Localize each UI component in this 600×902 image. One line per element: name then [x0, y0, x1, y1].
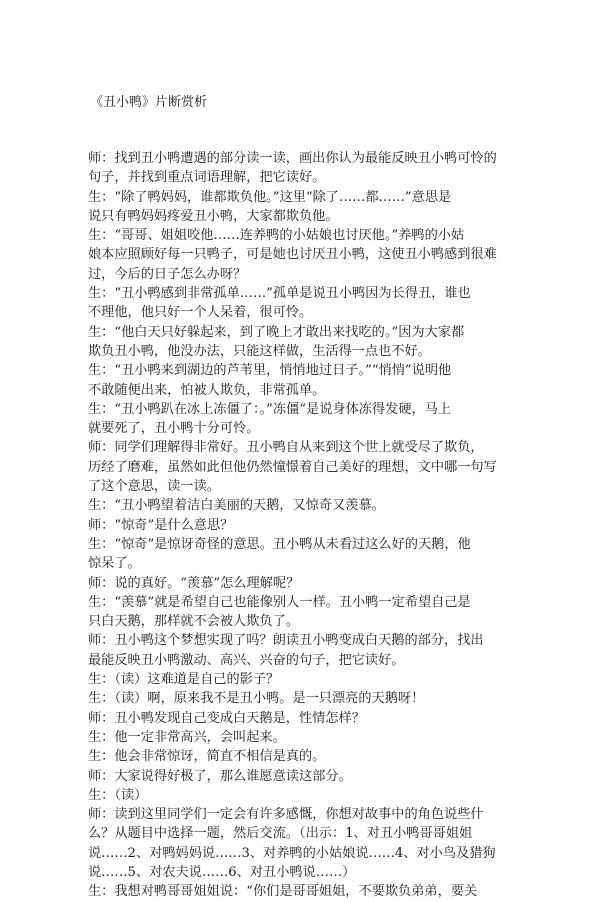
text-line: 生：他一定非常高兴，会叫起来。	[88, 729, 286, 745]
text-line: 句子，并找到重点词语理解，把它读好。	[88, 170, 326, 186]
text-line: 只白天鹅，那样就不会被人欺负了。	[88, 614, 299, 630]
text-line: 欺负丑小鸭，他没办法，只能这样做，生活得一点也不好。	[88, 343, 431, 359]
text-line: 师：“惊奇”是什么意思？	[88, 517, 234, 533]
text-line: 说……2、对鸭妈妈说……3、对养鸭的小姑娘说……4、对小鸟及猎狗	[88, 845, 496, 861]
text-line: 过，今后的日子怎么办呀？	[88, 266, 247, 282]
text-line: 师：读到这里同学们一定会有许多感慨，你想对故事中的角色说些什	[88, 807, 484, 823]
text-line: 说只有鸭妈妈疼爱丑小鸭，大家都欺负他。	[88, 208, 339, 224]
text-line: 不敢随便出来，怕被人欺负，非常孤单。	[88, 382, 326, 398]
text-line: 生：（读）这难道是自己的影子？	[88, 672, 280, 688]
text-line: 生：“惊奇”是惊讶奇怪的意思。丑小鸭从未看过这么好的天鹅，他	[88, 536, 471, 552]
text-line: 生：“他白天只好躲起来，到了晚上才敢出来找吃的。”因为大家都	[88, 324, 465, 340]
text-line: 生：他会非常惊讶，简直不相信是真的。	[88, 749, 326, 765]
text-line: 生：“丑小鸭趴在冰上冻僵了：。”冻僵“是说身体冻得发硬，马上	[88, 401, 452, 417]
text-line: 生：（读）啊，原来我不是丑小鸭。是一只漂亮的天鹅呀！	[88, 691, 425, 707]
text-line: 生：“哥哥、姐姐咬他……连养鸭的小姑娘也讨厌他。”养鸭的小姑	[88, 228, 465, 244]
text-line: 生：“除了鸭妈妈，谁都欺负他。”这里“除了……都……”意思是	[88, 189, 452, 205]
text-line: 生：“羡慕”就是希望自己也能像别人一样。丑小鸭一定希望自己是	[88, 594, 471, 610]
document-body	[88, 149, 518, 902]
text-line: 生：（读）	[88, 787, 148, 803]
text-line: 就要死了，丑小鸭十分可怜。	[88, 421, 260, 437]
text-line: 不理他，他只好一个人呆着，很可怜。	[88, 305, 313, 321]
document-title: 《丑小鸭》片断赏析	[90, 95, 208, 110]
text-line: 生：我想对鸭哥哥姐姐说：“你们是哥哥姐姐，不要欺负弟弟，要关	[88, 884, 478, 900]
text-line: 生：“丑小鸭望着洁白美丽的天鹅，又惊奇又羡慕。	[88, 498, 385, 514]
text-line: 师：大家说得好极了，那么谁愿意读这部分。	[88, 768, 352, 784]
text-line: 师：说的真好。“羡慕”怎么理解呢？	[88, 575, 300, 591]
text-line: 生：“丑小鸭感到非常孤单……”孤单是说丑小鸭因为长得丑，谁也	[88, 286, 471, 302]
text-line: 么？从题目中选择一题，然后交流。（出示：1、对丑小鸭哥哥姐姐	[88, 826, 473, 842]
text-line: 师：同学们理解得非常好。丑小鸭自从来到这个世上就受尽了欺负，	[88, 440, 484, 456]
text-line: 生：“丑小鸭来到湖边的芦苇里，悄悄地过日子。”“悄悄”说明他	[88, 363, 452, 379]
text-line: 最能反映丑小鸭激动、高兴、兴奋的句子，把它读好。	[88, 652, 405, 668]
text-line: 了这个意思，读一读。	[88, 479, 220, 495]
text-line: 历经了磨难，虽然如此但他仍然憧憬着自己美好的理想，文中哪一句写	[88, 459, 497, 475]
text-line: 师：找到丑小鸭遭遇的部分读一读，画出你认为最能反映丑小鸭可怜的	[88, 151, 497, 166]
text-line: 惊呆了。	[88, 556, 141, 572]
text-line: 说……5、对农夫说……6、对丑小鸭说……）	[88, 864, 356, 880]
text-line: 娘本应照顾好每一只鸭子，可是她也讨厌丑小鸭，这使丑小鸭感到很难	[88, 247, 497, 263]
text-line: 师：丑小鸭发现自己变成白天鹅是，性情怎样？	[88, 710, 365, 726]
text-line: 师：丑小鸭这个梦想实现了吗？朗读丑小鸭变成白天鹅的部分，找出	[88, 633, 484, 649]
